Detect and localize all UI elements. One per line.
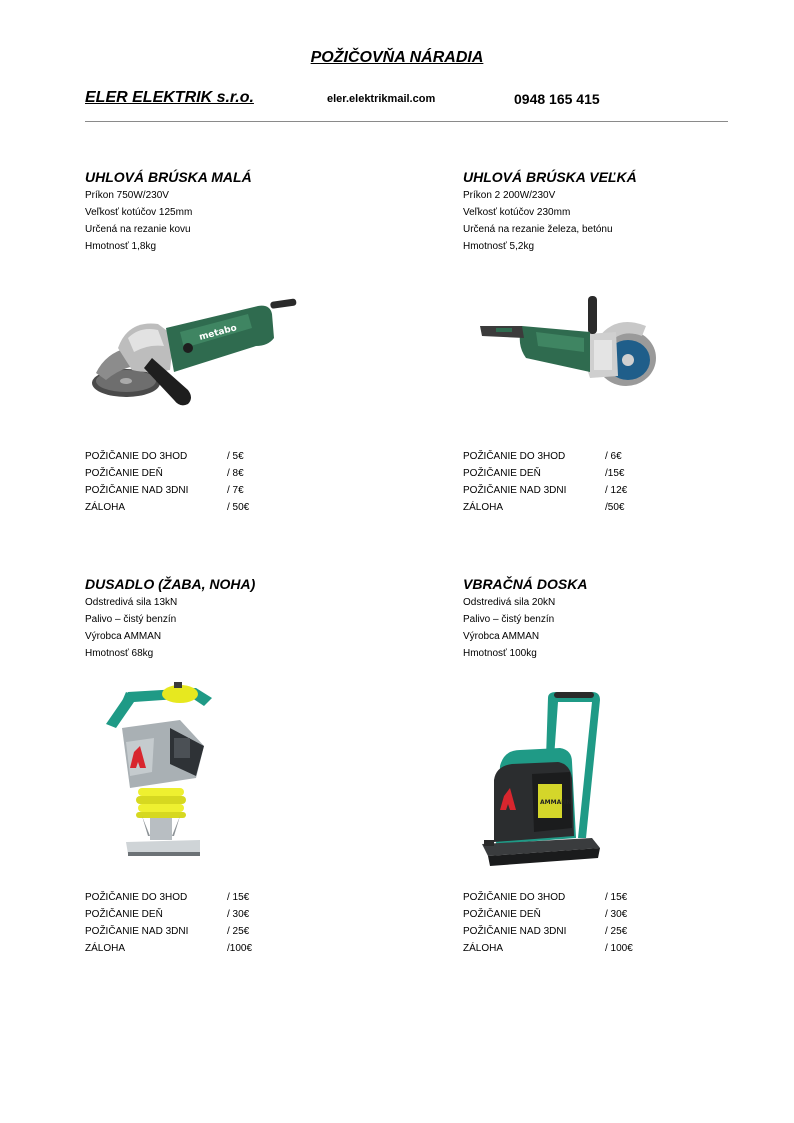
price-value: / 30€ xyxy=(605,909,628,920)
rammer-icon xyxy=(100,676,220,866)
price-row xyxy=(463,448,783,465)
price-label: POŽIČANIE DO 3HOD xyxy=(85,892,188,903)
product-spec: Príkon 2 200W/230V xyxy=(463,190,556,201)
product-name: UHLOVÁ BRÚSKA MALÁ xyxy=(85,169,252,185)
price-value: / 15€ xyxy=(227,892,250,903)
price-value: / 7€ xyxy=(227,485,244,496)
price-label: POŽIČANIE DEŇ xyxy=(463,909,541,920)
price-list xyxy=(85,889,405,957)
price-value: / 25€ xyxy=(227,926,250,937)
price-row xyxy=(85,482,405,499)
product-name: VBRAČNÁ DOSKA xyxy=(463,576,588,592)
header-divider xyxy=(85,121,728,122)
price-value: /50€ xyxy=(605,502,625,513)
price-row xyxy=(85,465,405,482)
price-list xyxy=(85,448,405,516)
price-label: POŽIČANIE DO 3HOD xyxy=(463,451,566,462)
product-spec: Výrobca AMMAN xyxy=(85,631,162,642)
company-phone: 0948 165 415 xyxy=(514,91,600,107)
price-row xyxy=(463,482,783,499)
price-row xyxy=(463,465,783,482)
small-angle-grinder-icon xyxy=(88,288,303,423)
price-label: POŽIČANIE DO 3HOD xyxy=(463,892,566,903)
product-spec: Hmotnosť 1,8kg xyxy=(85,241,157,252)
price-label: POŽIČANIE DO 3HOD xyxy=(85,451,188,462)
price-label: ZÁLOHA xyxy=(85,502,126,513)
product-spec: Odstredivá sila 13kN xyxy=(85,597,178,608)
price-list xyxy=(463,448,783,516)
price-value: / 100€ xyxy=(605,943,633,954)
product-spec: Odstredivá sila 20kN xyxy=(463,597,556,608)
product-spec: Veľkosť kotúčov 125mm xyxy=(85,207,193,218)
price-row xyxy=(85,448,405,465)
price-value: / 15€ xyxy=(605,892,628,903)
price-label: POŽIČANIE DEŇ xyxy=(463,468,541,479)
price-row xyxy=(463,923,783,940)
price-label: POŽIČANIE NAD 3DNI xyxy=(85,485,189,496)
price-label: POŽIČANIE DEŇ xyxy=(85,909,163,920)
price-row xyxy=(85,923,405,940)
page-title: POŽIČOVŇA NÁRADIA xyxy=(310,49,484,66)
product-name: UHLOVÁ BRÚSKA VEĽKÁ xyxy=(463,169,637,185)
price-row xyxy=(463,499,783,516)
product-spec: Palivo – čistý benzín xyxy=(85,614,177,625)
product-spec: Určená na rezanie kovu xyxy=(85,224,191,235)
price-label: ZÁLOHA xyxy=(463,943,504,954)
product-spec: Výrobca AMMAN xyxy=(463,631,540,642)
company-name: ELER ELEKTRIK s.r.o. xyxy=(85,89,254,106)
price-value: / 8€ xyxy=(227,468,244,479)
price-row xyxy=(85,499,405,516)
product-spec: Hmotnosť 100kg xyxy=(463,648,537,659)
price-label: ZÁLOHA xyxy=(85,943,126,954)
price-value: /100€ xyxy=(227,943,253,954)
company-email: eler.elektrikmail.com xyxy=(327,93,436,105)
price-label: ZÁLOHA xyxy=(463,502,504,513)
product-spec: Príkon 750W/230V xyxy=(85,190,169,201)
price-value: / 25€ xyxy=(605,926,628,937)
product-spec: Palivo – čistý benzín xyxy=(463,614,555,625)
product-plate-compactor xyxy=(463,574,783,662)
product-small-angle-grinder xyxy=(85,167,405,255)
price-label: POŽIČANIE NAD 3DNI xyxy=(85,926,189,937)
price-label: POŽIČANIE DEŇ xyxy=(85,468,163,479)
price-value: / 50€ xyxy=(227,502,250,513)
product-spec: Určená na rezanie železa, betónu xyxy=(463,224,613,235)
brand-label: metabo xyxy=(198,323,238,343)
price-row xyxy=(463,889,783,906)
product-spec: Veľkosť kotúčov 230mm xyxy=(463,207,571,218)
price-value: / 6€ xyxy=(605,451,622,462)
price-row xyxy=(463,906,783,923)
price-label: POŽIČANIE NAD 3DNI xyxy=(463,485,567,496)
price-value: / 5€ xyxy=(227,451,244,462)
price-label: POŽIČANIE NAD 3DNI xyxy=(463,926,567,937)
price-row xyxy=(85,940,405,957)
price-list xyxy=(463,889,783,957)
price-value: / 12€ xyxy=(605,485,628,496)
price-row xyxy=(85,889,405,906)
price-value: / 30€ xyxy=(227,909,250,920)
product-large-angle-grinder xyxy=(463,167,783,255)
product-spec: Hmotnosť 68kg xyxy=(85,648,154,659)
price-value: /15€ xyxy=(605,468,625,479)
product-rammer xyxy=(85,574,405,662)
price-row xyxy=(463,940,783,957)
price-row xyxy=(85,906,405,923)
plate-compactor-icon xyxy=(474,688,609,878)
brand-label: AMMANN xyxy=(540,799,572,806)
product-spec: Hmotnosť 5,2kg xyxy=(463,241,535,252)
product-name: DUSADLO (ŽABA, NOHA) xyxy=(85,576,256,592)
large-angle-grinder-icon xyxy=(476,292,666,402)
